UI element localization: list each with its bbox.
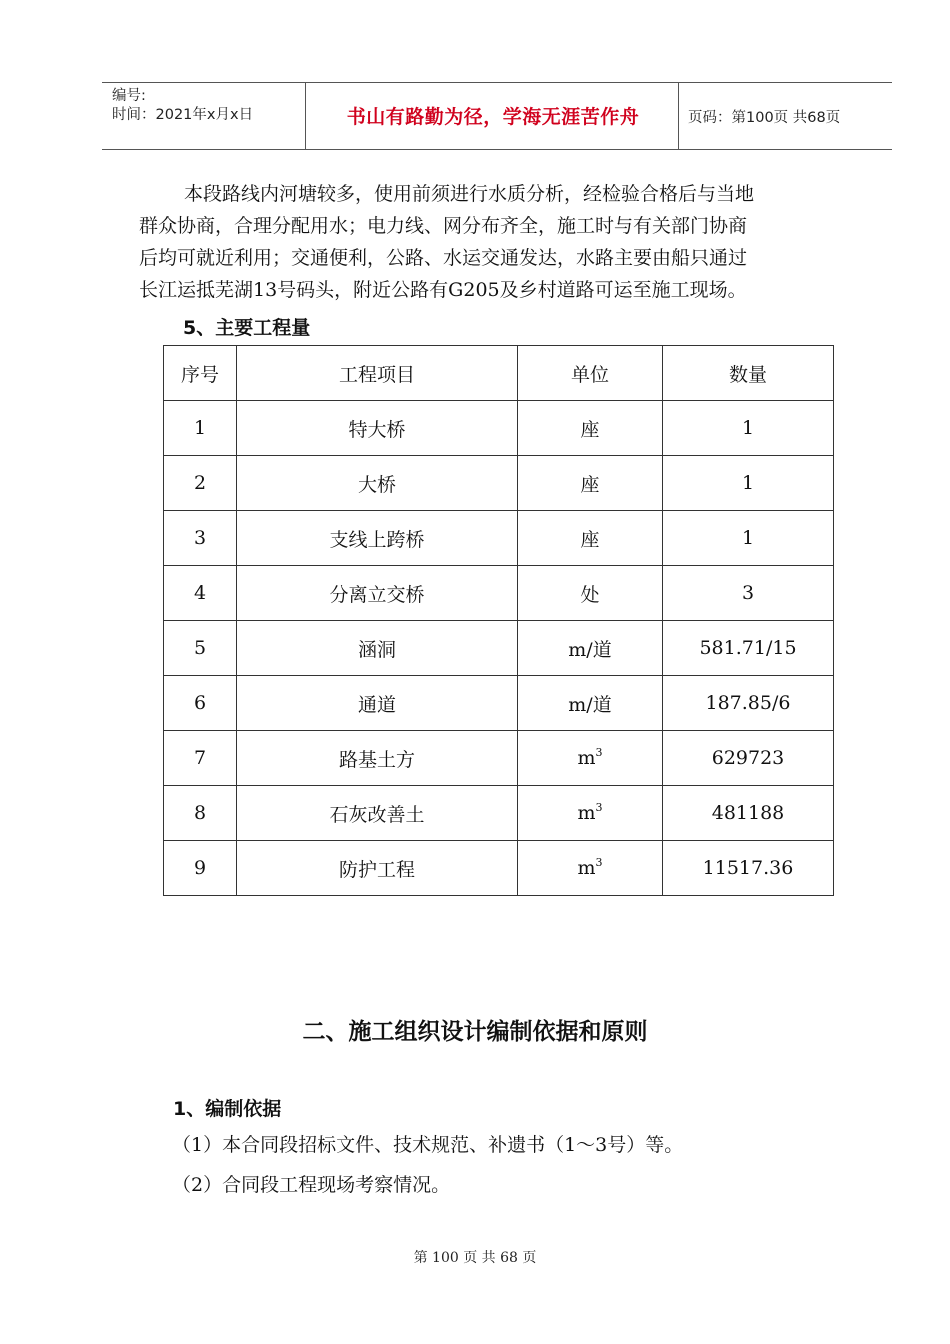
table-row [164,456,834,511]
unit-base: m [577,747,596,769]
table-row [164,511,834,566]
intro-line-4: 长江运抵芜湖13号码头，附近公路有G205及乡村道路可运至施工现场。 [139,279,747,301]
table-row [164,621,834,676]
cell-unit [518,731,663,786]
cell-item: 石灰改善土 [237,786,518,841]
basis-item-2: （2）合同段工程现场考察情况。 [172,1174,451,1196]
table-row [164,676,834,731]
cell-no: 4 [164,566,237,621]
unit-base: m [577,857,596,879]
cell-qty: 187.85/6 [663,676,834,731]
unit-superscript: 3 [595,856,603,869]
intro-line-2: 群众协商，合理分配用水；电力线、网分布齐全，施工时与有关部门协商 [139,215,748,237]
cell-no: 1 [164,401,237,456]
table-row [164,786,834,841]
cell-no: 2 [164,456,237,511]
cell-item: 防护工程 [237,841,518,896]
table-header-no: 序号 [164,346,237,401]
cell-no: 3 [164,511,237,566]
cell-item: 涵洞 [237,621,518,676]
table-row [164,401,834,456]
cell-no: 5 [164,621,237,676]
basis-item-1: （1）本合同段招标文件、技术规范、补遗书（1～3号）等。 [172,1134,684,1156]
table-header-qty: 数量 [663,346,834,401]
cell-qty: 481188 [663,786,834,841]
cell-qty: 1 [663,456,834,511]
header-bottom-rule [102,149,892,150]
quantities-table [163,345,834,896]
intro-paragraph [139,178,861,306]
table-row [164,566,834,621]
cell-unit: 座 [518,511,663,566]
unit-superscript: 3 [595,746,603,759]
cell-unit: 处 [518,566,663,621]
cell-qty: 1 [663,511,834,566]
header-page-info: 页码：第100页 共68页 [688,110,841,126]
chapter-title: 二、施工组织设计编制依据和原则 [302,1019,648,1045]
header-divider-left [305,82,306,149]
intro-line-3: 后均可就近利用；交通便利，公路、水运交通发达，水路主要由船只通过 [139,247,748,269]
header-top-rule [102,82,892,83]
unit-superscript: 3 [595,801,603,814]
table-row [164,841,834,896]
unit-base: m [577,802,596,824]
cell-no: 9 [164,841,237,896]
header-time-label: 时间：2021年x月x日 [112,107,254,123]
cell-unit [518,841,663,896]
cell-qty: 11517.36 [663,841,834,896]
table-header-unit: 单位 [518,346,663,401]
cell-item: 大桥 [237,456,518,511]
cell-unit [518,786,663,841]
cell-qty: 1 [663,401,834,456]
header-number-label: 编号: [112,88,146,104]
cell-unit: 座 [518,456,663,511]
page-footer: 第 100 页 共 68 页 [413,1250,537,1266]
cell-qty: 629723 [663,731,834,786]
cell-no: 6 [164,676,237,731]
cell-qty: 581.71/15 [663,621,834,676]
header-motto: 书山有路勤为径，学海无涯苦作舟 [346,106,640,128]
cell-item: 支线上跨桥 [237,511,518,566]
section-title-basis: 1、编制依据 [173,1098,282,1120]
cell-item: 路基土方 [237,731,518,786]
cell-unit: m/道 [518,621,663,676]
table-header-item: 工程项目 [237,346,518,401]
cell-item: 通道 [237,676,518,731]
header-divider-right [678,82,679,149]
cell-qty: 3 [663,566,834,621]
cell-item: 特大桥 [237,401,518,456]
cell-no: 8 [164,786,237,841]
cell-unit: 座 [518,401,663,456]
cell-unit: m/道 [518,676,663,731]
section-title-quantities: 5、主要工程量 [183,317,311,339]
intro-line-1: 本段路线内河塘较多，使用前须进行水质分析，经检验合格后与当地 [184,183,755,205]
table-header-row [164,346,834,401]
table-row [164,731,834,786]
cell-no: 7 [164,731,237,786]
cell-item: 分离立交桥 [237,566,518,621]
